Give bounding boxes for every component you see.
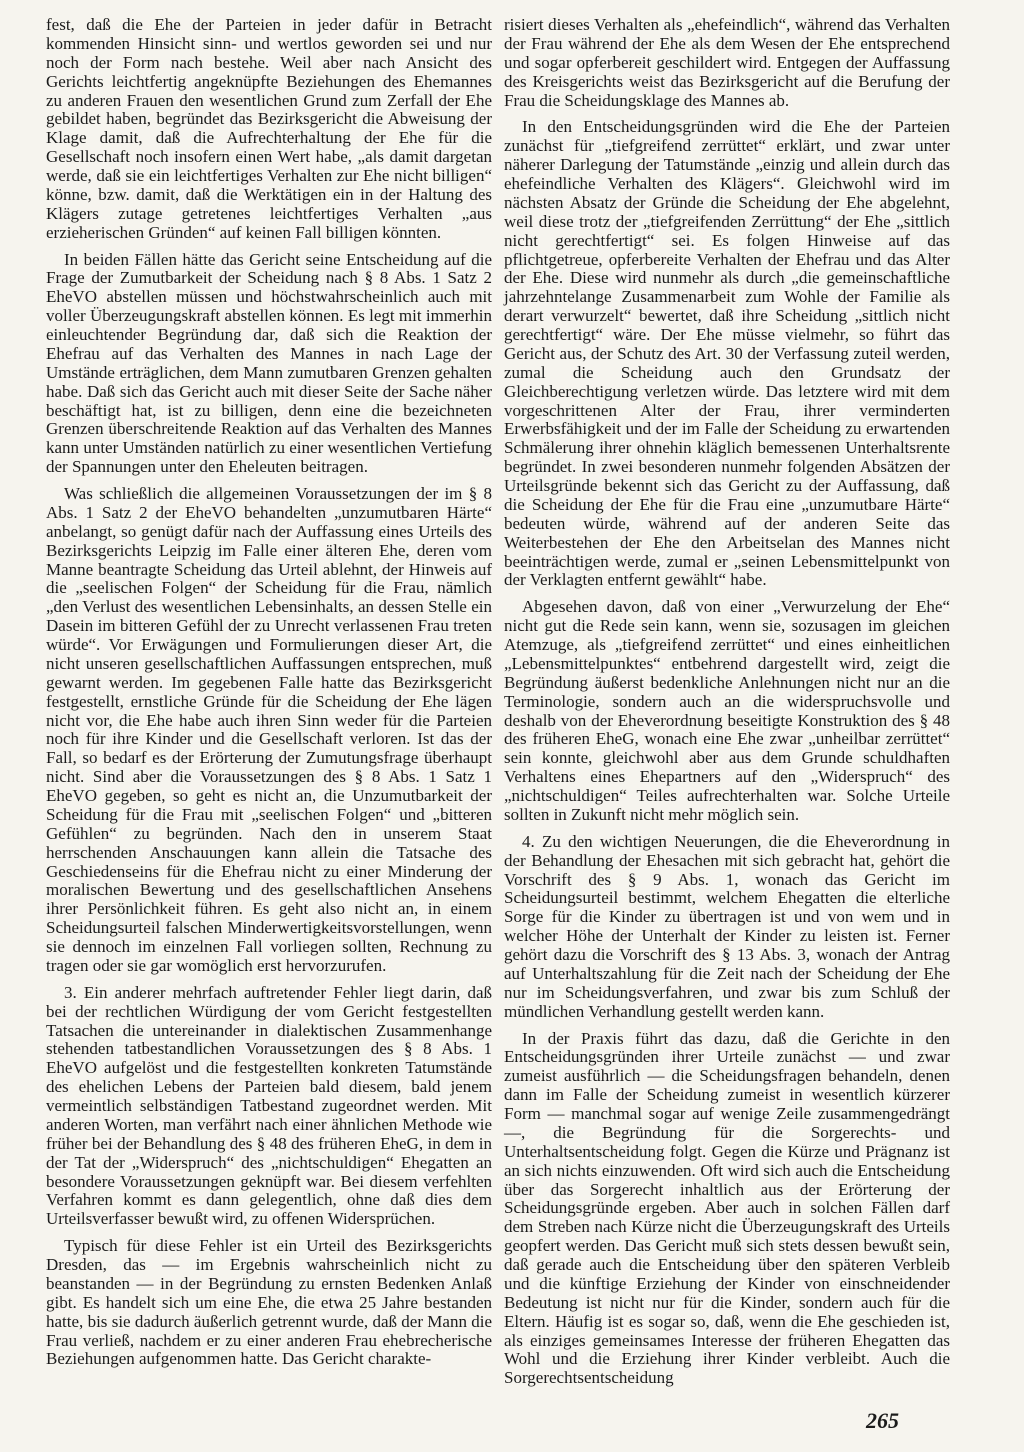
page-number: 265 xyxy=(866,1408,899,1433)
paragraph: Abgesehen davon, daß von einer „Verwurzelung der Ehe“ nicht gut die Rede sein kann, wenn sie, sozusagen im gleichen Atemzuge, als „tiefgreifend zerrüttet“ und eines einheitlichen „Lebensmittelpunktes“ entbehrend dargestellt wird, zeigt die Begründung äußerst bedenkliche Anlehnungen nicht nur an die Terminologie, sondern auch an die widerspruchsvolle und deshalb von der Eheverordnung beseitigte Konstruktion des § 48 des früheren EheG, wonach eine Ehe zwar „unheilbar zerrüttet“ sein konnte, gleichwohl aber aus dem Grunde schuldhaften Verhaltens eines Ehepartners auf den „Widerspruch“ des „nichtschuldigen“ Teiles aufrechterhalten war. Solche Urteile sollten in Zukunft nicht mehr möglich sein. xyxy=(504,597,950,824)
paragraph: In der Praxis führt das dazu, daß die Gerichte in den Entscheidungsgründen ihrer Urteile zunächst — und zwar zumeist ausführlich — die Scheidungsfragen behandeln, denen dann im Falle der Scheidung zumeist in wesentlich kürzerer Form — manchmal sogar auf wenige Zeile zusammengedrängt —, die Begründung für die Sorgerechts- und Unterhaltsentscheidung folgt. Gegen die Kürze und Prägnanz ist an sich nichts einzuwenden. Oft wird sich auch die Entscheidung über das Sorgerecht inhaltlich aus der Erörterung der Scheidungsgründe ergeben. Aber auch in solchen Fällen darf dem Streben nach Kürze nicht die Überzeugungskraft des Urteils geopfert werden. Das Gericht muß sich stets dessen bewußt sein, daß gerade auch die Entscheidung über den späteren Verbleib und die künftige Erziehung der Kinder von einschneidender Bedeutung ist nicht nur für die Kinder, sondern auch für die Eltern. Häufig ist es sogar so, daß, wenn die Ehe geschieden ist, als einziges gemeinsames Interesse der früheren Ehegatten das Wohl und die Erziehung ihrer Kinder verbleibt. Auch die Sorgerechtsentscheidung xyxy=(504,1028,950,1388)
paragraph: 4. Zu den wichtigen Neuerungen, die die Eheverordnung in der Behandlung der Ehesachen mit sich gebracht hat, gehört die Vorschrift des § 9 Abs. 1, wonach das Gericht im Scheidungsurteil bestimmt, welchem Ehegatten die elterliche Sorge für die Kinder zu übertragen ist und von wem und in welcher Höhe der Unterhalt der Kinder zu leisten ist. Ferner gehört dazu die Vorschrift des § 13 Abs. 3, wonach der Antrag auf Unterhaltszahlung für die Zeit nach der Scheidung der Ehe nur im Scheidungsverfahren, und zwar bis zum Schluß der mündlichen Verhandlung gestellt werden kann. xyxy=(504,831,950,1021)
right-text-column xyxy=(504,16,950,1396)
paragraph: risiert dieses Verhalten als „ehefeindlich“, während das Verhalten der Frau während der Ehe als dem Wesen der Ehe entsprechend und sogar opferbereit geschildert wird. Entgegen der Auffassung des Kreisgerichts weist das Bezirksgericht auf die Berufung der Frau die Scheidungsklage des Mannes ab. xyxy=(504,15,950,110)
left-text-column xyxy=(46,16,492,1377)
paragraph: In beiden Fällen hätte das Gericht seine Entscheidung auf die Frage der Zumutbarkeit der Scheidung nach § 8 Abs. 1 Satz 2 EheVO abstellen müssen und höchstwahrscheinlich auch mit voller Überzeugungskraft abstellen können. Es legt mit immerhin einleuchtender Begründung dar, daß sich die Reaktion der Ehefrau auf das Verhalten des Mannes in nach Lage der Umstände erträglichen, dem Mann zumutbaren Grenzen gehalten habe. Daß sich das Gericht auch mit dieser Seite der Sache näher beschäftigt hat, ist zu billigen, denn eine die bezeichneten Grenzen überschreitende Reaktion auf das Verhalten des Mannes kann unter Umständen natürlich zu einer wesentlichen Vertiefung der Spannungen unter den Eheleuten beitragen. xyxy=(46,249,492,477)
paragraph: Typisch für diese Fehler ist ein Urteil des Bezirksgerichts Dresden, das — im Ergebnis wahrscheinlich nicht zu beanstanden — in der Begründung zu ernsten Bedenken Anlaß gibt. Es handelt sich um eine Ehe, die etwa 25 Jahre bestanden hatte, bis sie dadurch äußerlich getrennt wurde, daß der Mann die Frau verließ, nachdem er zu einer anderen Frau ehebrecherische Beziehungen aufgenommen hatte. Das Gericht charakte- xyxy=(46,1236,492,1369)
paragraph: fest, daß die Ehe der Parteien in jeder dafür in Betracht kommenden Hinsicht sinn- und wertlos geworden sei und nur noch der Form nach bestehe. Weil aber nach Ansicht des Gerichts leichtfertig angeknüpfte Beziehungen des Ehemannes zu anderen Frauen den wesentlichen Grund zum Zerfall der Ehe gebildet haben, begründet das Bezirksgericht die Abweisung der Klage damit, daß die Aufrechterhaltung der Ehe für die Gesellschaft noch insofern einen Wert habe, „als damit dargetan werde, daß sie ein leichtfertiges Verhalten zur Ehe nicht billigen“ könne, bzw. damit, daß die Werktätigen ein in der Haltung des Klägers zutage getretenes leichtfertiges Verhalten „aus erzieherischen Gründen“ auf keinen Fall billigen könnten. xyxy=(46,15,492,242)
paragraph: In den Entscheidungsgründen wird die Ehe der Parteien zunächst für „tiefgreifend zerrüttet“ erklärt, und zwar unter näherer Darlegung der Tatumstände „einzig und allein durch das ehefeindliche Verhalten des Klägers“. Gleichwohl wird im nächsten Absatz der Gründe die Scheidung der Ehe abgelehnt, weil diese trotz der „tiefgreifenden Zerrüttung“ der Ehe „sittlich nicht gerechtfertigt“ sei. Es folgen Hinweise auf das pflichtgetreue, opferbereite Verhalten der Ehefrau und das Alter der Ehe. Diese wird nunmehr als durch „die gemeinschaftliche jahrzehntelange Zusammenarbeit zum Wohle der Familie als derart verwurzelt“ bewertet, daß ihre Scheidung „sittlich nicht gerechtfertigt“ wäre. Der Ehe müsse vielmehr, so führt das Gericht aus, der Schutz des Art. 30 der Verfassung zuteil werden, zumal die Scheidung auch den Grundsatz der Gleichberechtigung verletzen würde. Das letztere wird mit dem vorgeschrittenen Alter der Frau, ihrer verminderten Erwerbsfähigkeit und der im Falle der Scheidung zu erwartenden Schmälerung ihrer ohnehin kläglich bemessenen Unterhaltsrente begründet. In zwei besonderen nunmehr folgenden Absätzen der Urteilsgründe bekennt sich das Gericht zu der Auffassung, daß die Scheidung der Ehe für die Frau eine „unzumutbare Härte“ bedeuten würde, während auf der anderen Seite das Weiterbestehen der Ehe den Arbeitselan des Mannes nicht beeinträchtigen werde, zumal er „seinen Lebensmittelpunkt von der Verklagten entfernt gewählt“ habe. xyxy=(504,117,950,590)
paragraph: 3. Ein anderer mehrfach auftretender Fehler liegt darin, daß bei der rechtlichen Würdigung der vom Gericht festgestellten Tatsachen die untereinander in dialektischen Zusammenhange stehenden tatbestandlichen Voraussetzungen des § 8 Abs. 1 EheVO aufgelöst und die festgestellten konkreten Tatumstände des ehelichen Lebens der Parteien bald diesem, bald jenem vermeintlich selbständigen Tatbestand zugeordnet werden. Mit anderen Worten, man verfährt nach einer ähnlichen Methode wie früher bei der Behandlung des § 48 des früheren EheG, in dem in der Tat der „Widerspruch“ des „nichtschuldigen“ Ehegatten an besondere Voraussetzungen geknüpft war. Bei diesem verfehlten Verfahren kommt es dann gelegentlich, ohne daß dies dem Urteilsverfasser bewußt wird, zu offenen Widersprüchen. xyxy=(46,982,492,1229)
paragraph: Was schließlich die allgemeinen Voraussetzungen der im § 8 Abs. 1 Satz 2 der EheVO behandelten „unzumutbaren Härte“ anbelangt, so genügt dafür nach der Auffassung eines Urteils des Bezirksgerichts Leipzig im Falle einer älteren Ehe, deren vom Manne beantragte Scheidung das Urteil ablehnt, der Hinweis auf die „seelischen Folgen“ der Scheidung für die Frau, nämlich „den Verlust des wesentlichen Lebensinhalts, an dessen Stelle ein Dasein im bitteren Gefühl der zu Unrecht verlassenen Frau treten würde“. Vor Erwägungen und Formulierungen dieser Art, die nicht unseren gesellschaftlichen Auffassungen entsprechen, muß gewarnt werden. Im gegebenen Falle hatte das Bezirksgericht festgestellt, ernstliche Gründe für die Scheidung der Ehe lägen nicht vor, die Ehe habe auch ihren Sinn weder für die Parteien noch für ihre Kinder und die Gesellschaft verloren. Ist das der Fall, so bedarf es der Erörterung der Zumutungsfrage überhaupt nicht. Sind aber die Voraussetzungen des § 8 Abs. 1 Satz 1 EheVO gegeben, so geht es nicht an, die Unzumutbarkeit der Scheidung für die Frau mit „seelischen Folgen“ und „bitteren Gefühlen“ zu begründen. Nach den in unserem Staat herrschenden Anschauungen kann allein die Tatsache des Geschiedenseins für die Ehefrau nicht zu einer Minderung der moralischen Bewertung und des gesellschaftlichen Ansehens ihrer Persönlichkeit führen. Es geht also nicht an, in einem Scheidungsurteil falschen Minderwertigkeitsvorstellungen, wenn sie dennoch im einzelnen Fall vorliegen sollten, Rechnung zu tragen oder sie gar womöglich erst hervorzurufen. xyxy=(46,484,492,975)
